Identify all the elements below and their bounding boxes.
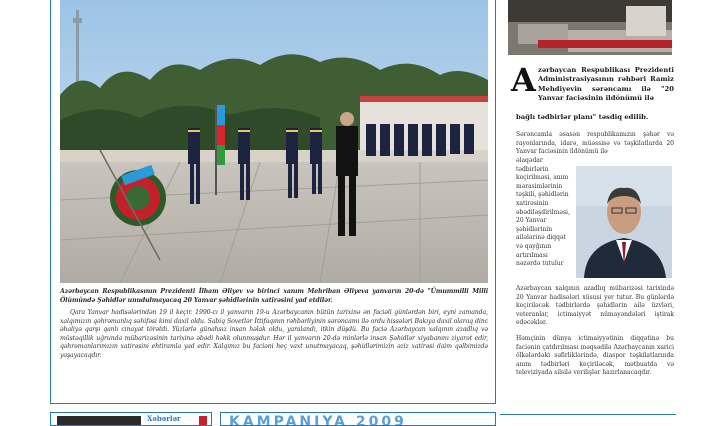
right-lead-tail: bağlı tədbirlər planı" təsdiq edilib. (516, 113, 649, 121)
bottom-right-rule (500, 414, 676, 415)
main-article-text (60, 309, 488, 360)
right-body-paragraph-2: əlaqədar tədbirlərin keçirilməsi, anım mərasimlərinin təşkili, şəhidlərin xatirəsinin əbədiləşdirilməsi, 20 Yanvar şəhidlərinin ailələrinə diqqət və qayğının artırılması nəzərdə tutulur (516, 157, 570, 268)
bottom-left-label: Xəbərlər (147, 414, 181, 423)
right-lead-text: zərbaycan Respublikası Prezidenti Administrasiyasının rəhbəri Ramiz Mehdiyevin sərəncamı ilə "20 Yanvar faciəsinin ildönümü ilə (538, 66, 674, 103)
portrait-photo (576, 166, 672, 278)
right-body-paragraph-1: Sərəncamla əsasən respublikamızın şəhər və rayonlarında, idarə, müəssisə və təşkilatlarda 20 Yanvar faciəsinin ildönümü ilə (516, 131, 674, 156)
dropcap-letter: A (511, 61, 536, 99)
right-body-paragraph-4: Həmçinin dünya ictimaiyyətinin diqqətinə bu faciənin çatdırılması məqsədilə Azərbaycanın xarici ölkələrdəki səfirliklərində, diaspor təşkilatlarında anım tədbirləri keçiriləcək, mətbuatda və televiziyada silsilə verilişlər hazırlanacaqdır. (516, 335, 674, 377)
photo-caption: Azərbaycan Respublikasının Prezidenti İlham Əliyev və birinci xanım Mehriban Əliyeva yanvarın 20-də "Ümummilli Milli Ölümündə Şəhidlər unudulmayacaq 20 Yanvar şəhidlərinin xatirəsini yad etdilər. (60, 288, 488, 304)
main-article-paragraph: Qara Yanvar hadisələrindən 19 il keçir. 1990-cı il yanvarın 19-u Azərbaycanın bütün tarixinə ən faciəli günlərdən biri, eyni zamanda, xalqımızın qəhrəmanlıq səhifəsi kimi daxil oldu. Sabiq Sovetlər İttifaqının rəhbərliyinin sərəncamı ilə ordu hissələri Bakıya daxil olaraq dinc əhaliyə qarşı qanlı cinayət törətdi. Yüzlərlə günahsız insan həlak oldu, yaralandı, itkin düşdü. Bu faciə Azərbaycan xalqının azadlıq və müstəqillik uğrunda mübarizəsinin tarixinə əbədi həkk olunmuşdur. Hər il yanvarın 20-də minlərlə insan Şəhidlər xiyabanını ziyarət edir, qəhrəmanlarımızın xatirəsini ehtiramla yad edir. Xalqımız bu faciəni heç vaxt unutmayacaq, şəhidlərimizin əziz xatirəsi daim qəlbimizdə yaşayacaqdır. (60, 309, 488, 359)
bottom-banner-text: KAMPANIYA 2009 (229, 414, 407, 426)
right-body-paragraph-3: Azərbaycan xalqının azadlıq mübarizəsi tarixində 20 Yanvar hadisələri xüsusi yer tutur. Bu günlərdə keçiriləcək tədbirlərdə şəhidlərin ailə üzvləri, veteranlar, ictimaiyyət nümayəndələri iştirak edəcəklər. (516, 285, 674, 327)
main-photo (60, 0, 488, 283)
secondary-photo (508, 0, 672, 55)
